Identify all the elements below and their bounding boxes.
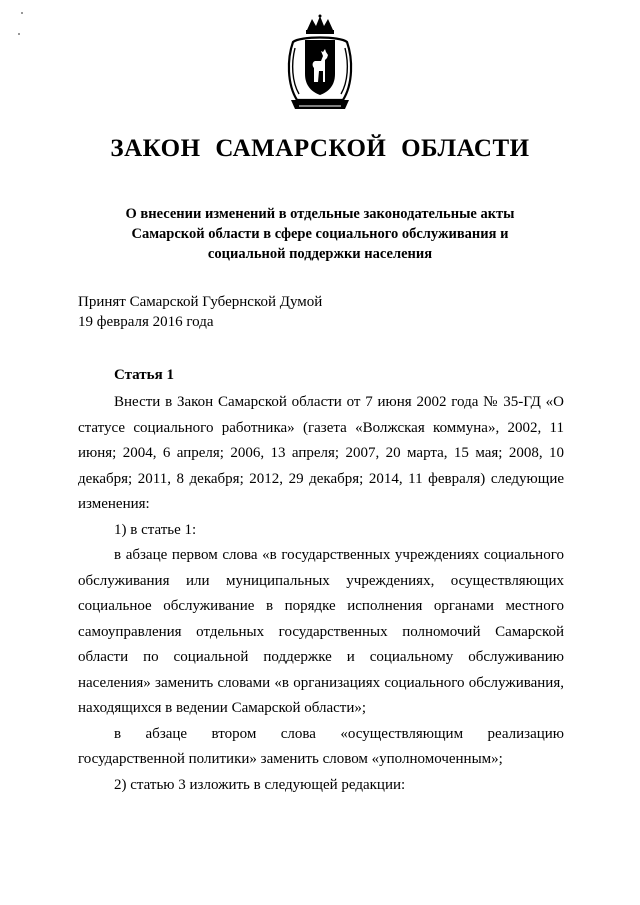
article-paragraph: 1) в статье 1:: [114, 521, 197, 538]
article-paragraph: в абзаце втором слова «осуществляющим реализацию государственной политики» заменить словом «уполномоченным»;: [78, 725, 564, 767]
subtitle-line: социальной поддержки населения: [207, 246, 433, 262]
article-paragraph: 2) статью 3 изложить в следующей редакции:: [114, 776, 406, 793]
article-paragraph: Внести в Закон Самарской области от 7 июня 2002 года № 35-ГД «О статусе социального работника» (газета «Волжская коммуна», 2002, 11 июня; 2004, 6 апреля; 2006, 13 апреля; 2007, 20 марта, 15 мая; 2008, 10 декабря; 2011, 8 декабря; 2012, 29 декабря; 2014, 11 февраля) следующие изменения:: [78, 394, 564, 512]
article-heading: Статья 1: [114, 367, 174, 383]
subtitle-line: Самарской области в сфере социального обслуживания и: [131, 226, 509, 242]
document-subtitle: [60, 204, 580, 264]
scan-speck: [21, 12, 23, 14]
document-title: ЗАКОН САМАРСКОЙ ОБЛАСТИ: [110, 135, 530, 162]
adoption-note: [78, 292, 322, 332]
subtitle-line: О внесении изменений в отдельные законодательные акты: [125, 206, 515, 222]
scan-speck: [18, 33, 20, 35]
adoption-line: Принят Самарской Губернской Думой: [78, 294, 323, 310]
article-paragraph: в абзаце первом слова «в государственных учреждениях социального обслуживания или муниципальных учреждениях, осуществляющих социальное обслуживание в порядке исполнения органами местного самоуправления отдельных государственных полномочий Самарской области по социальной поддержке и социальному обслуживанию населения» заменить словами «в организациях социального обслуживания, находящихся в ведении Самарской области»;: [78, 547, 564, 716]
samara-coat-of-arms-icon: [285, 14, 355, 114]
article-body: [78, 390, 564, 798]
adoption-date: 19 февраля 2016 года: [78, 314, 214, 330]
